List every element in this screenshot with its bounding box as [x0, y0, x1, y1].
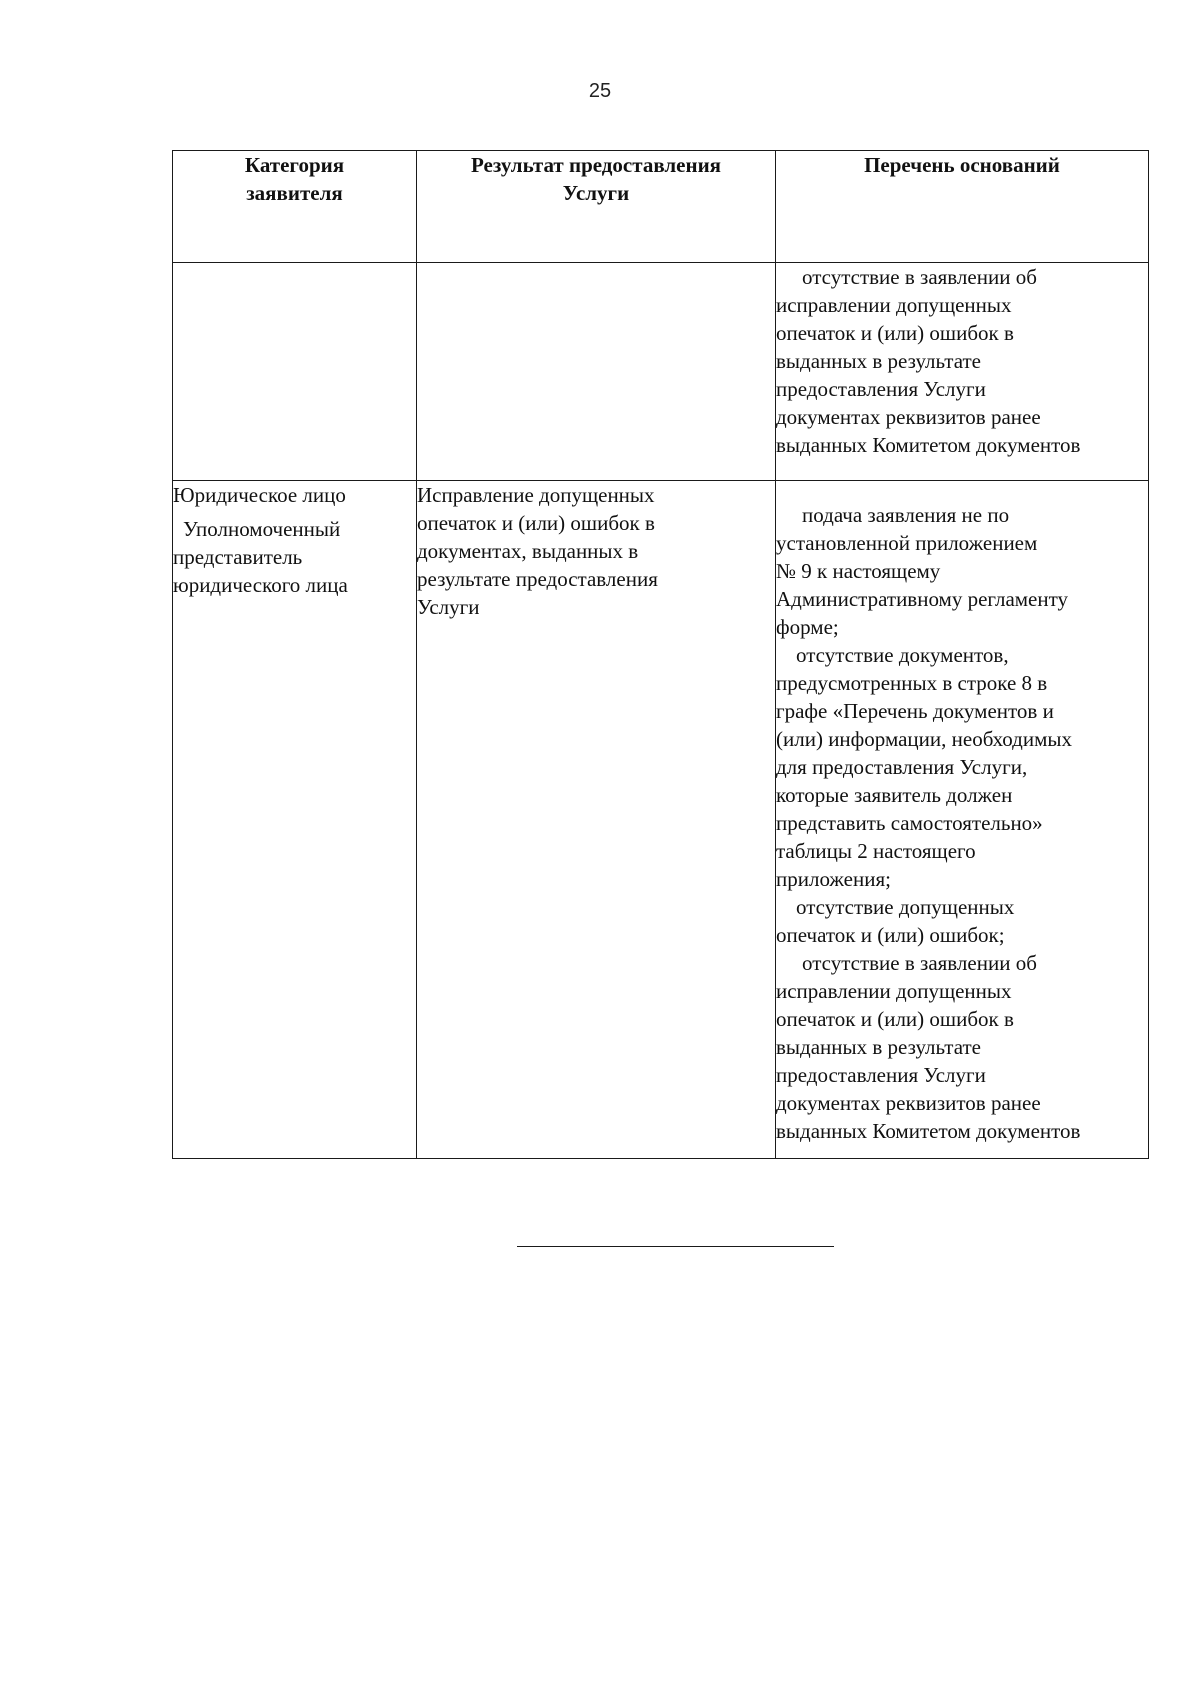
- table-header-row: [173, 151, 1149, 263]
- text-line: представить самостоятельно»: [776, 811, 1043, 835]
- text-line: предусмотренных в строке 8 в: [776, 671, 1048, 695]
- text-line: форме;: [776, 615, 839, 639]
- text-line: (или) информации, необходимых: [776, 727, 1072, 751]
- text-line: документах реквизитов ранее: [776, 405, 1041, 429]
- grounds-table: [172, 150, 1149, 1159]
- text-line: таблицы 2 настоящего: [776, 839, 976, 863]
- table-row: [173, 263, 1149, 481]
- header-text-line: Перечень оснований: [864, 153, 1060, 177]
- text-line: опечаток и (или) ошибок в: [776, 1007, 1014, 1031]
- text-line: Услуги: [417, 595, 480, 619]
- text-line: опечаток и (или) ошибок в: [417, 511, 655, 535]
- text-line: выданных Комитетом документов: [776, 433, 1081, 457]
- header-applicant-category: [173, 151, 417, 263]
- text-line: предоставления Услуги: [776, 1063, 986, 1087]
- text-line: Исправление допущенных: [417, 483, 655, 507]
- text-line: опечаток и (или) ошибок в: [776, 321, 1014, 345]
- text-line: отсутствие в заявлении об: [802, 265, 1037, 289]
- text-line: исправлении допущенных: [776, 979, 1012, 1003]
- header-service-result: [417, 151, 776, 263]
- text-line: выданных в результате: [776, 1035, 982, 1059]
- cell-category: [173, 263, 417, 481]
- text-line: документах, выданных в: [417, 539, 639, 563]
- text-line: приложения;: [776, 867, 891, 891]
- text-line: представитель: [173, 545, 303, 569]
- text-line: отсутствие допущенных: [796, 895, 1015, 919]
- text-line: исправлении допущенных: [776, 293, 1012, 317]
- cell-grounds: [776, 481, 1149, 1159]
- text-line: Административному регламенту: [776, 587, 1069, 611]
- text-line: № 9 к настоящему: [776, 559, 941, 583]
- text-line: опечаток и (или) ошибок;: [776, 923, 1005, 947]
- text-line: Юридическое лицо: [173, 483, 346, 507]
- header-text-line: заявителя: [246, 181, 343, 205]
- text-line: которые заявитель должен: [776, 783, 1013, 807]
- cell-result: [417, 481, 776, 1159]
- header-text-line: Категория: [244, 153, 345, 177]
- text-line: документах реквизитов ранее: [776, 1091, 1041, 1115]
- text-line: предоставления Услуги: [776, 377, 986, 401]
- text-line: отсутствие документов,: [796, 643, 1009, 667]
- text-line: отсутствие в заявлении об: [802, 951, 1037, 975]
- text-line: выданных в результате: [776, 349, 982, 373]
- page-number: 25: [588, 80, 612, 102]
- text-line: для предоставления Услуги,: [776, 755, 1028, 779]
- table-row: [173, 481, 1149, 1159]
- text-line: установленной приложением: [776, 531, 1038, 555]
- header-text-line: Услуги: [562, 181, 630, 205]
- cell-result: [417, 263, 776, 481]
- text-line: юридического лица: [173, 573, 348, 597]
- text-line: графе «Перечень документов и: [776, 699, 1054, 723]
- text-line: результате предоставления: [417, 567, 658, 591]
- header-text-line: Результат предоставления: [470, 153, 722, 177]
- text-line: Уполномоченный: [183, 517, 341, 541]
- cell-grounds: [776, 263, 1149, 481]
- header-grounds-list: [776, 151, 1149, 263]
- end-of-document-rule: [517, 1246, 834, 1247]
- text-line: подача заявления не по: [802, 503, 1010, 527]
- text-line: выданных Комитетом документов: [776, 1119, 1081, 1143]
- cell-category: [173, 481, 417, 1159]
